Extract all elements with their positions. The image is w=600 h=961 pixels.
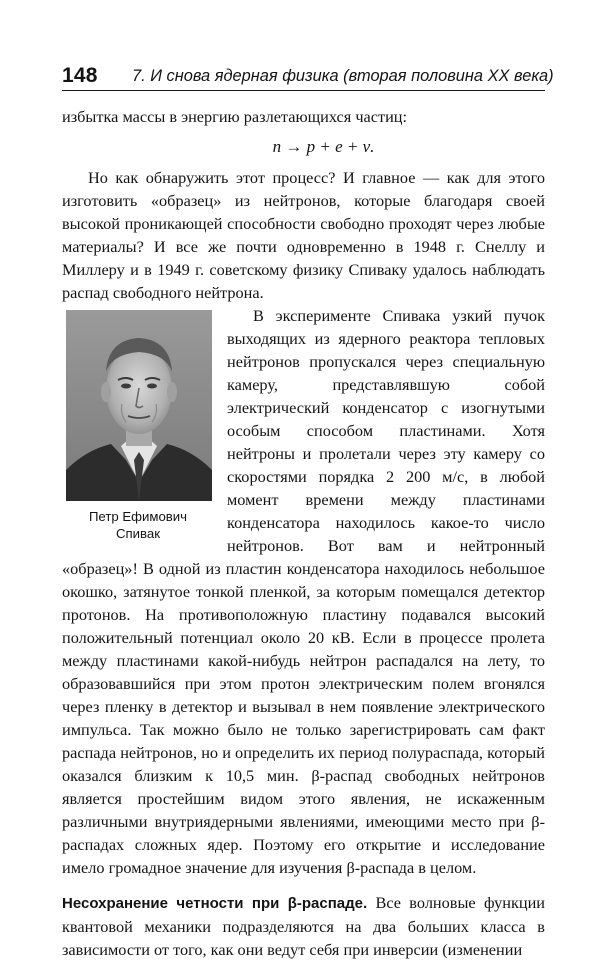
body-text bbox=[62, 105, 545, 961]
portrait-photo bbox=[66, 310, 212, 501]
book-page bbox=[62, 60, 554, 959]
running-header bbox=[62, 60, 554, 91]
page-number: 148 bbox=[62, 64, 98, 87]
chapter-title: 7. И снова ядерная физика (вторая половина XX века) bbox=[132, 67, 554, 85]
section-title: Несохранение четности при β-распаде. bbox=[62, 895, 368, 912]
portrait-caption bbox=[62, 508, 214, 542]
caption-line-1: Петр Ефимович bbox=[88, 509, 188, 524]
portrait-image bbox=[66, 310, 212, 501]
caption-line-2: Спивак bbox=[116, 526, 160, 541]
decay-formula: n → p + e + ν. bbox=[272, 137, 375, 156]
portrait-figure bbox=[62, 310, 214, 542]
section-paragraph bbox=[62, 891, 545, 961]
section-text: Все волновые функции квантовой механики подразделяются на два больших класса в зависимости от того, как они ведут себя при инверсии (изменении bbox=[62, 893, 545, 959]
paragraph-intro: избытка массы в энергию разлетающихся частиц: bbox=[62, 107, 408, 126]
paragraph-experiment bbox=[62, 304, 545, 879]
paragraph-experiment-text: В эксперименте Спивака узкий пучок выходящих из ядерного реактора тепловых нейтронов пропускался через специальную камеру, представлявшую собой электрический конденсатор с изогнутыми особым способом пластинами. Хотя нейтроны и пролетали через эту камеру со скоростями порядка 2 200 м/с, в любой момент времени между пластинами конденсатора находилось какое-то число нейтронов. Вот вам и нейтронный «образец»! В одной из пластин конденсатора находилось небольшое окошко, затянутое тонкой пленкой, за которым помещался детектор протонов. На противоположную пластину подавался высокий положительный потенциал около 20 кВ. Если в процессе пролета между пластинами какой-нибудь нейтрон распадался на лету, то образовавшийся при этом протон электрическим полем вгонялся через пленку в детектор и вызывал в нем появление электрического импульса. Так можно было не только зарегистрировать сам факт распада нейтронов, но и определить их период полураспада, который оказался близким к 10,5 мин. β-распад свободных нейтронов является простейшим видом этого явления, не искаженным различными внутриядерными явлениями, имеющими место при β-распадах сложных ядер. Поэтому его открытие и исследование имело громадное значение для изучения β-распада в целом. bbox=[62, 306, 545, 877]
paragraph-question: Но как обнаружить этот процесс? И главное — как для этого изготовить «образец» из нейтронов, которые благодаря своей высокой проникающей способности свободно проходят через любые материалы? И все же почти одновременно в 1948 г. Снеллу и Миллеру и в 1949 г. советскому физику Спиваку удалось наблюдать распад свободного нейтрона. bbox=[62, 168, 545, 302]
